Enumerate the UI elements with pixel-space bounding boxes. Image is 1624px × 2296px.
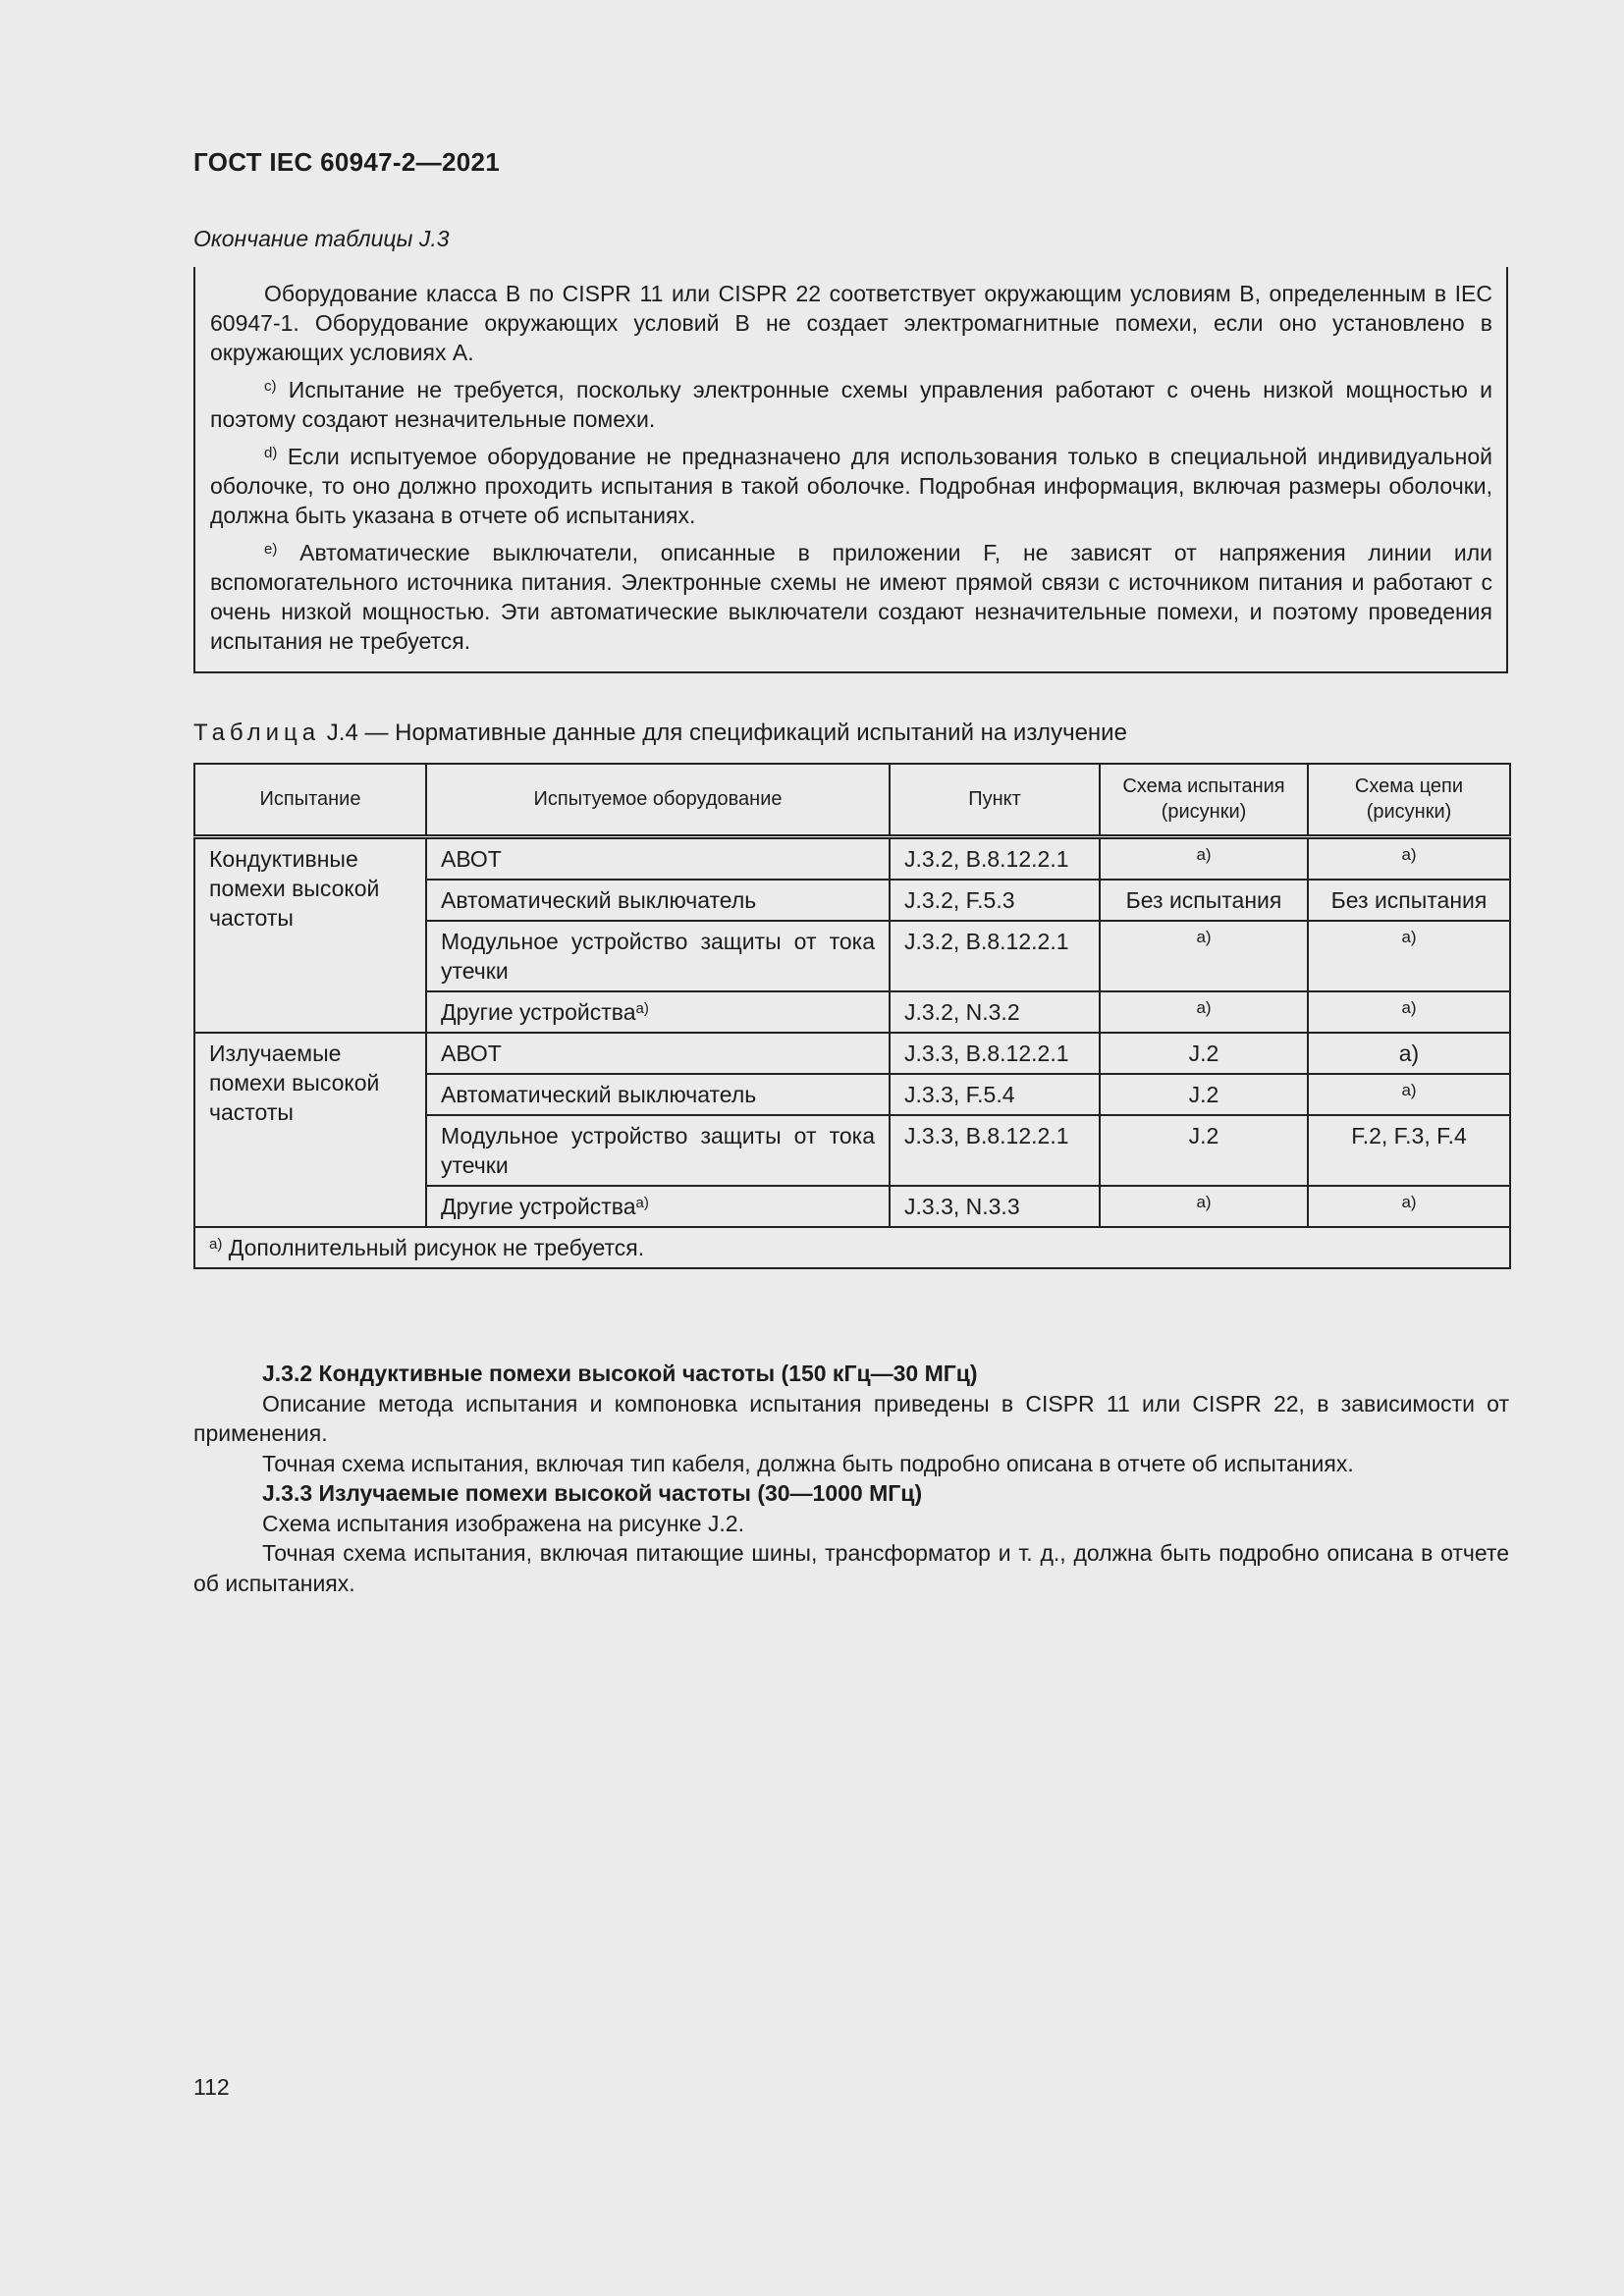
equipment-cell: [426, 1074, 890, 1115]
test-category-cell: Кондуктивные помехи высокой частоты: [194, 836, 426, 1033]
equipment-name: Автоматический выключатель: [441, 1081, 757, 1107]
circuit-cell: F.2, F.3, F.4: [1308, 1115, 1510, 1186]
equipment-name: АВОТ: [441, 1040, 502, 1066]
equipment-cell: [426, 1033, 890, 1074]
note-text: Если испытуемое оборудование не предназначено для использования только в специальной индивидуальной оболочке, то оно должно проходить испытания в такой оболочке. Подробная информация, включая размеры оболочки, должна быть указана в отчете об испытаниях.: [210, 444, 1492, 528]
equipment-name: Модульное устройство защиты от тока утечки: [441, 1122, 875, 1178]
note-marker: d): [264, 445, 278, 461]
clause-cell: J.3.3, B.8.12.2.1: [890, 1115, 1100, 1186]
test-layout-cell: Без испытания: [1100, 880, 1308, 921]
column-header: Схема испытания (рисунки): [1100, 764, 1308, 836]
body-text: [193, 1359, 1509, 1598]
test-layout-cell: J.2: [1100, 1115, 1308, 1186]
table-caption-title: J.4 — Нормативные данные для спецификаций испытаний на излучение: [320, 720, 1127, 746]
note-marker: c): [264, 378, 277, 395]
note-text: Автоматические выключатели, описанные в приложении F, не зависят от напряжения линии или вспомогательного источника питания. Электронные схемы не имеют прямой связи с источником питания и работают с очень низкой мощностью. Эти автоматические выключатели создают незначительные помехи, и поэтому проведения испытания не требуется.: [210, 540, 1492, 654]
footnote-marker: a): [635, 999, 649, 1017]
equipment-cell: [426, 836, 890, 880]
note-paragraph: [210, 279, 1492, 367]
table-footnote: [194, 1227, 1510, 1268]
footnote-text: Дополнительный рисунок не требуется.: [222, 1234, 645, 1260]
equipment-name: Автоматический выключатель: [441, 886, 757, 913]
table-row: [194, 836, 1510, 880]
equipment-name: Другие устройства: [441, 1193, 636, 1219]
note-paragraph: [210, 538, 1492, 656]
paragraph: Схема испытания изображена на рисунке J.2.: [262, 1510, 744, 1536]
test-layout-cell: J.2: [1100, 1033, 1308, 1074]
table-caption-word: Таблица: [193, 720, 321, 746]
emission-test-table: [193, 763, 1511, 1269]
footnote-marker: a): [209, 1235, 223, 1253]
test-layout-cell: a): [1100, 991, 1308, 1033]
circuit-cell: Без испытания: [1308, 880, 1510, 921]
column-header: Схема цепи (рисунки): [1308, 764, 1510, 836]
column-header: Испытание: [194, 764, 426, 836]
table-caption: [193, 720, 1127, 747]
section-heading-text: J.3.3 Излучаемые помехи высокой частоты (30—1000 МГц): [262, 1480, 923, 1506]
note-paragraph: [210, 442, 1492, 530]
page-number: 112: [193, 2074, 230, 2100]
test-layout-cell: a): [1100, 836, 1308, 880]
test-layout-cell: a): [1100, 921, 1308, 991]
clause-cell: J.3.3, B.8.12.2.1: [890, 1033, 1100, 1074]
section-heading: [193, 1478, 1509, 1509]
footnote-marker: a): [635, 1194, 649, 1211]
equipment-cell: [426, 991, 890, 1033]
equipment-cell: [426, 921, 890, 991]
table-continuation-caption: Окончание таблицы J.3: [193, 226, 450, 251]
table-header-row: [194, 764, 1510, 836]
equipment-name: Модульное устройство защиты от тока утечки: [441, 928, 875, 984]
equipment-cell: [426, 1115, 890, 1186]
section-heading-text: J.3.2 Кондуктивные помехи высокой частоты (150 кГц—30 МГц): [262, 1361, 978, 1386]
equipment-name: АВОТ: [441, 845, 502, 872]
test-category-cell: Излучаемые помехи высокой частоты: [194, 1033, 426, 1227]
table-j3-notes: [193, 267, 1508, 673]
clause-cell: J.3.3, F.5.4: [890, 1074, 1100, 1115]
paragraph: Точная схема испытания, включая тип кабеля, должна быть подробно описана в отчете об испытаниях.: [262, 1450, 1354, 1476]
circuit-cell: a): [1308, 1074, 1510, 1115]
note-text: Испытание не требуется, поскольку электронные схемы управления работают с очень низкой мощностью и поэтому создают незначительные помехи.: [210, 377, 1492, 432]
table-row: [194, 1033, 1510, 1074]
column-header: Испытуемое оборудование: [426, 764, 890, 836]
test-layout-cell: a): [1100, 1186, 1308, 1227]
note-marker: e): [264, 541, 278, 558]
note-text: Оборудование класса B по CISPR 11 или CISPR 22 соответствует окружающим условиям B, определенным в IEC 60947-1. Оборудование окружающих условий B не создает электромагнитные помехи, если оно установлено в окружающих условиях А.: [210, 281, 1492, 365]
clause-cell: J.3.2, B.8.12.2.1: [890, 836, 1100, 880]
clause-cell: J.3.2, N.3.2: [890, 991, 1100, 1033]
clause-cell: J.3.3, N.3.3: [890, 1186, 1100, 1227]
section-heading: [193, 1359, 1509, 1389]
circuit-cell: a): [1308, 921, 1510, 991]
document-header: ГОСТ IEC 60947-2—2021: [193, 147, 500, 177]
test-layout-cell: J.2: [1100, 1074, 1308, 1115]
equipment-cell: [426, 1186, 890, 1227]
clause-cell: J.3.2, F.5.3: [890, 880, 1100, 921]
equipment-name: Другие устройства: [441, 998, 636, 1025]
paragraph: Описание метода испытания и компоновка испытания приведены в CISPR 11 или CISPR 22, в зависимости от применения.: [193, 1390, 1509, 1446]
table-footnote-row: [194, 1227, 1510, 1268]
paragraph: Точная схема испытания, включая питающие шины, трансформатор и т. д., должна быть подробно описана в отчете об испытаниях.: [193, 1540, 1509, 1596]
equipment-cell: [426, 880, 890, 921]
circuit-cell: a): [1308, 1033, 1510, 1074]
clause-cell: J.3.2, B.8.12.2.1: [890, 921, 1100, 991]
column-header: Пункт: [890, 764, 1100, 836]
circuit-cell: a): [1308, 991, 1510, 1033]
circuit-cell: a): [1308, 1186, 1510, 1227]
note-paragraph: [210, 375, 1492, 434]
circuit-cell: a): [1308, 836, 1510, 880]
